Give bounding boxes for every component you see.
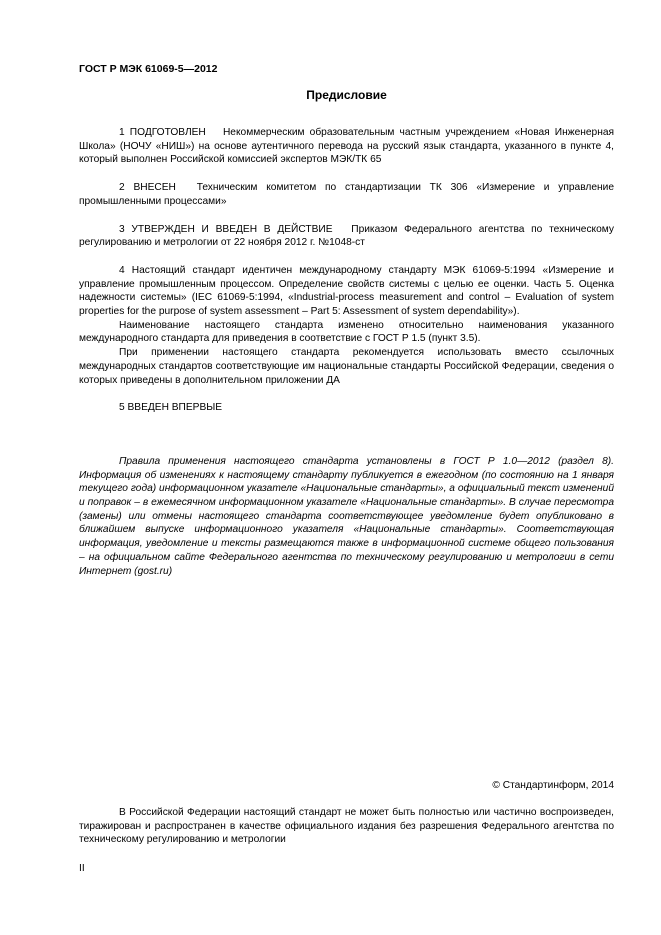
item-4: 4 Настоящий стандарт идентичен международному стандарту МЭК 61069-5:1994 «Измерение и управление промышленным процессом. Определение свойств системы с целью ее оценки. Часть 5. Оценка надежности системы» (IEC 61069-5:1994, «Industrial-process measurement and control – Evaluation of system properties for the purpose of system assessment – Part 5: Assessment of system dependability»). bbox=[79, 264, 614, 318]
reproduction-text: В Российской Федерации настоящий стандарт не может быть полностью или частично воспроизведен, тиражирован и распространен в качестве официального издания без разрешения Федерального агентства по техническому регулированию и метрологии bbox=[79, 807, 614, 846]
item-2-label: 2 ВНЕСЕН bbox=[119, 182, 176, 194]
item-4-paragraph-3: При применении настоящего стандарта рекомендуется использовать вместо ссылочных международных стандартов соответствующие им национальные стандарты Российской Федерации, сведения о которых приведены в дополнительном приложении ДА bbox=[79, 347, 614, 386]
item-1 bbox=[79, 126, 614, 167]
item-5: 5 ВВЕДЕН ВПЕРВЫЕ bbox=[119, 402, 223, 414]
foreword-body bbox=[79, 126, 614, 578]
standard-id-header: ГОСТ Р МЭК 61069-5—2012 bbox=[79, 63, 218, 75]
item-1-label: 1 ПОДГОТОВЛЕН bbox=[119, 127, 206, 138]
item-3-label: 3 УТВЕРЖДЕН И ВВЕДЕН В ДЕЙСТВИЕ bbox=[119, 223, 333, 235]
copyright: © Стандартинформ, 2014 bbox=[492, 780, 614, 791]
item-3-text: Приказом Федерального агентства по техническому регулированию и метрологии от 22 ноября 2012 г. №1048-ст bbox=[79, 223, 614, 249]
page-title: Предисловие bbox=[306, 88, 387, 102]
item-4-paragraph-2: Наименование настоящего стандарта изменено относительно наименования указанного международного стандарта для приведения в соответствие с ГОСТ Р 1.5 (пункт 3.5). bbox=[79, 319, 614, 345]
item-1-text: Некоммерческим образовательным частным учреждением «Новая Инженерная Школа» (НОЧУ «НИШ») на основе аутентичного перевода на русский язык стандарта, указанного в пункте 4, который выполнен Российской комиссией экспертов МЭК/ТК 65 bbox=[79, 127, 614, 166]
page-number: II bbox=[79, 863, 85, 874]
item-2 bbox=[79, 181, 614, 208]
item-2-text: Техническим комитетом по стандартизации ТК 306 «Измерение и управление промышленными процессами» bbox=[79, 182, 614, 207]
reproduction-notice bbox=[79, 806, 614, 847]
application-notice: Правила применения настоящего стандарта установлены в ГОСТ Р 1.0—2012 (раздел 8). Информация об изменениях к настоящему стандарту публикуется в ежегодном (по состоянию на 1 января текущего года) информационном указателе «Национальные стандарты», а официальный текст изменений и поправок – в ежемесячном информационном указателе «Национальные стандарты». В случае пересмотра (замены) или отмены настоящего стандарта соответствующее уведомление будет опубликовано в ближайшем выпуске информационного указателя «Национальные стандарты». Соответствующая информация, уведомление и тексты размещаются также в информационной системе общего пользования – на официальном сайте Федерального агентства по техническому регулированию и метрологии в сети Интернет (gost.ru) bbox=[79, 455, 614, 577]
item-3 bbox=[79, 223, 614, 250]
